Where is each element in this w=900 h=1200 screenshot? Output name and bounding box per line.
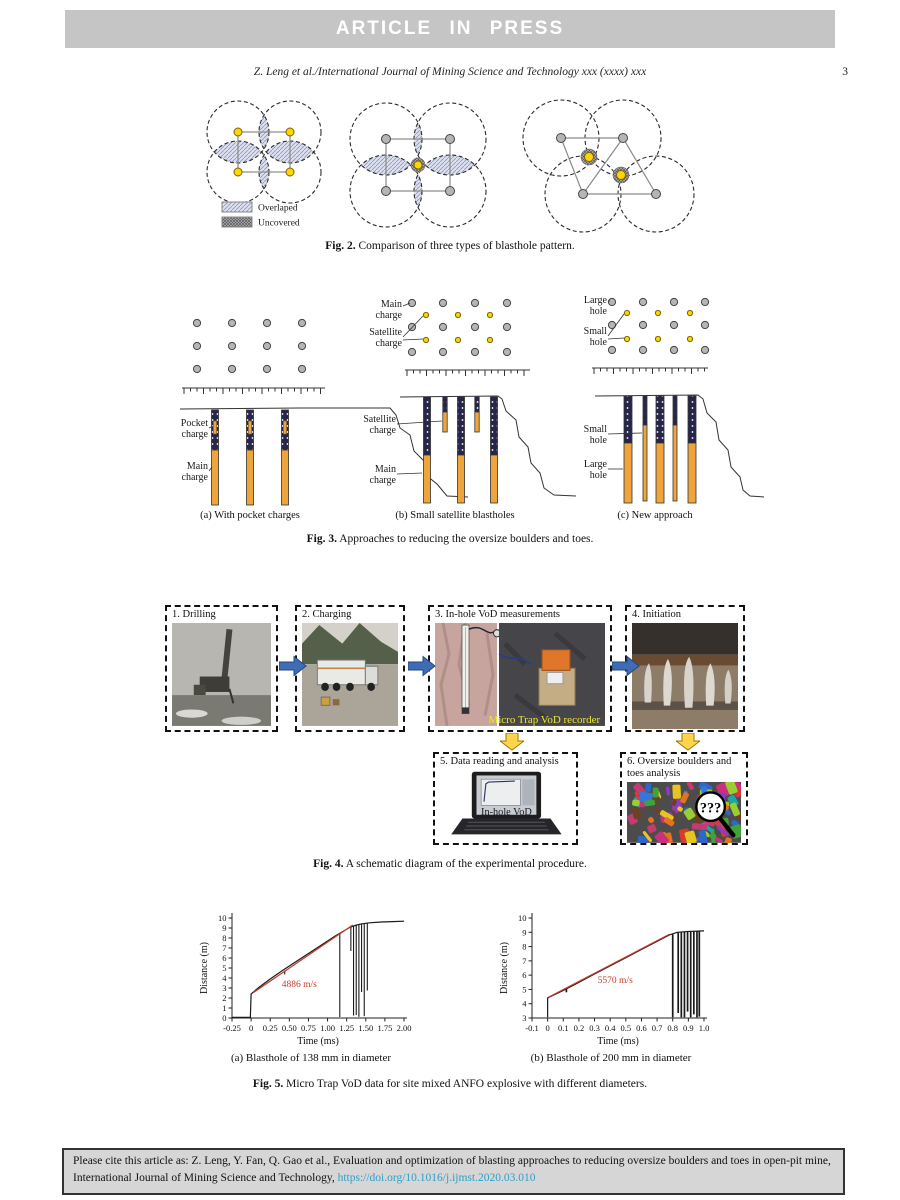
legend-label-uncovered: Uncovered: [258, 218, 300, 229]
label-small-hole: Small: [583, 424, 607, 435]
svg-text:9: 9: [522, 927, 527, 938]
fig5b-subcaption: (b) Blasthole of 200 mm in diameter: [530, 1052, 692, 1064]
svg-text:5570 m/s: 5570 m/s: [597, 976, 633, 986]
pattern-square-4holes: [207, 101, 321, 203]
svg-text:0.9: 0.9: [683, 1023, 694, 1033]
svg-text:3: 3: [522, 1013, 527, 1023]
plan-rulers: [182, 368, 708, 394]
vod-measurement-photo: [435, 623, 605, 726]
fig5a-subcaption: (a) Blasthole of 138 mm in diameter: [230, 1052, 392, 1064]
in-hole-vod-label: In-hole VoD: [481, 806, 532, 818]
citation-box: [62, 1148, 845, 1195]
svg-text:Distance (m): Distance (m): [199, 942, 210, 994]
fig4-caption: Fig. 4. A schematic diagram of the experimental procedure.: [313, 858, 587, 870]
svg-text:10: 10: [218, 913, 227, 923]
svg-text:1: 1: [222, 1003, 227, 1013]
fig3-caption: Fig. 3. Approaches to reducing the oversize boulders and toes.: [306, 533, 594, 545]
running-head: Z. Leng et al./International Journal of Mining Science and Technology xxx (xxxx) xxx: [253, 66, 647, 78]
fig3-approaches-diagram: [150, 285, 770, 530]
svg-text:charge: charge: [181, 472, 208, 483]
label-large-hole: Large: [583, 459, 607, 470]
svg-text:Distance (m): Distance (m): [499, 942, 510, 994]
charging-photo: [302, 623, 398, 726]
question-marks: ???: [699, 800, 722, 817]
svg-text:-0.1: -0.1: [525, 1023, 539, 1033]
pattern-triangular: [523, 100, 694, 232]
boreholes: [212, 396, 697, 505]
svg-text:0.4: 0.4: [604, 1023, 616, 1033]
fig5-caption: Fig. 5. Micro Trap VoD data for site mixed ANFO explosive with different diameters.: [252, 1078, 648, 1090]
step-box-data-reading: [433, 752, 578, 845]
step-box-boulders-analysis: [620, 752, 748, 845]
svg-text:0.3: 0.3: [589, 1023, 600, 1033]
label-satellite-charge: Satellite: [363, 414, 396, 425]
svg-text:2.00: 2.00: [396, 1023, 412, 1033]
svg-text:0.25: 0.25: [262, 1023, 278, 1033]
svg-text:5: 5: [222, 963, 227, 973]
vod-chart-200mm: [496, 906, 716, 1056]
label-satellite-charge-plan: Satellite: [369, 327, 402, 338]
label-large-hole-plan: Large: [583, 295, 607, 306]
step-box-initiation: [625, 605, 745, 732]
label-small-hole-plan: Small: [583, 326, 607, 337]
svg-text:1.25: 1.25: [339, 1023, 355, 1033]
citation-text: Please cite this article as: Z. Leng, Y. Fan, Q. Gao et al., Evaluation and optimization of blasting approaches to reducing oversize boulders and toes in open-pit mine, International Journal of Mining Science and Technology,: [73, 1155, 831, 1185]
svg-text:6: 6: [522, 970, 527, 981]
svg-text:charge: charge: [369, 475, 396, 486]
svg-text:charge: charge: [369, 425, 396, 436]
svg-text:0: 0: [545, 1023, 550, 1033]
svg-text:-0.25: -0.25: [223, 1023, 241, 1033]
initiation-photo: [632, 623, 738, 729]
step-box-vod-measurement: [428, 605, 612, 732]
banner-text: ARTICLE IN PRESS: [335, 18, 565, 39]
fig3c-subcaption: (c) New approach: [617, 510, 693, 521]
svg-text:6: 6: [222, 953, 227, 963]
step-title: 5. Data reading and analysis: [440, 756, 559, 767]
svg-text:8: 8: [222, 933, 227, 943]
flow-arrow-down-icon: [500, 733, 524, 751]
plan-view-dots: [193, 298, 708, 372]
svg-text:5: 5: [522, 984, 527, 995]
svg-text:Time (ms): Time (ms): [297, 1036, 339, 1047]
bench-profile-c: [595, 395, 764, 497]
svg-text:1.00: 1.00: [320, 1023, 335, 1033]
svg-text:hole: hole: [589, 306, 607, 317]
svg-text:4886 m/s: 4886 m/s: [281, 980, 317, 990]
legend-swatch-uncovered: [222, 217, 252, 227]
vod-chart-138mm: [196, 906, 416, 1056]
svg-text:0.6: 0.6: [636, 1023, 647, 1033]
step-box-drilling: [165, 605, 278, 732]
flow-arrow-down-icon: [676, 733, 700, 751]
svg-text:2: 2: [222, 993, 227, 1003]
fragmentation-mosaic-photo: [627, 782, 741, 843]
svg-text:10: 10: [518, 913, 527, 923]
svg-text:7: 7: [222, 943, 227, 953]
page-number: 3: [842, 66, 848, 78]
svg-text:charge: charge: [375, 338, 402, 349]
label-main-charge-plan: Main: [380, 299, 402, 310]
svg-text:0.50: 0.50: [281, 1023, 297, 1033]
doi-link[interactable]: https://doi.org/10.1016/j.ijmst.2020.03.010: [337, 1172, 536, 1185]
flow-arrow-right-icon: [279, 655, 307, 677]
svg-text:charge: charge: [181, 429, 208, 440]
step-title: 4. Initiation: [632, 609, 681, 620]
svg-text:hole: hole: [589, 470, 607, 481]
fig3a-subcaption: (a) With pocket charges: [200, 510, 300, 521]
svg-text:0.1: 0.1: [557, 1023, 569, 1033]
svg-text:0.7: 0.7: [651, 1023, 663, 1033]
svg-text:3: 3: [222, 983, 227, 993]
svg-text:8: 8: [522, 941, 527, 952]
svg-text:1.0: 1.0: [698, 1023, 710, 1033]
step-box-charging: [295, 605, 405, 732]
svg-text:0.2: 0.2: [573, 1023, 585, 1033]
flow-arrow-right-icon: [408, 655, 436, 677]
svg-text:0.5: 0.5: [620, 1023, 632, 1033]
svg-text:4: 4: [222, 973, 227, 983]
fig2-blasthole-patterns: [180, 98, 720, 238]
svg-text:1.50: 1.50: [358, 1023, 374, 1033]
legend-label-overlapped: Overlaped: [258, 203, 298, 214]
pattern-square-center-hole: [350, 103, 486, 227]
svg-text:0: 0: [248, 1023, 254, 1033]
step-title: 6. Oversize boulders and toes analysis: [627, 756, 732, 780]
micro-trap-vod-recorder-label: Micro Trap VoD recorder: [488, 714, 601, 726]
article-in-press-banner: [65, 10, 835, 48]
drilling-photo: [172, 623, 271, 726]
step-title: 2. Charging: [302, 609, 352, 620]
svg-text:Time (ms): Time (ms): [597, 1036, 639, 1047]
svg-text:1.75: 1.75: [377, 1023, 393, 1033]
laptop-photo: [440, 770, 571, 839]
label-pocket-charge: Pocket: [180, 418, 208, 429]
legend-swatch-overlapped: [222, 202, 252, 212]
svg-text:charge: charge: [375, 310, 402, 321]
svg-text:0.75: 0.75: [301, 1023, 316, 1033]
step-title: 3. In-hole VoD measurements: [435, 609, 561, 620]
svg-text:hole: hole: [589, 337, 607, 348]
svg-text:0.8: 0.8: [667, 1023, 679, 1033]
svg-text:4: 4: [522, 998, 527, 1009]
label-main-charge-a: Main: [186, 461, 208, 472]
svg-text:9: 9: [222, 923, 227, 933]
svg-text:hole: hole: [589, 435, 607, 446]
fig3b-subcaption: (b) Small satellite blastholes: [395, 510, 515, 521]
svg-text:7: 7: [522, 955, 527, 966]
label-main-charge-b: Main: [374, 464, 396, 475]
step-title: 1. Drilling: [172, 609, 216, 620]
fig2-caption: Fig. 2. Comparison of three types of blasthole pattern.: [325, 240, 575, 252]
svg-text:0: 0: [222, 1013, 227, 1023]
fig2-legend: [222, 202, 300, 229]
flow-arrow-right-icon: [612, 655, 640, 677]
